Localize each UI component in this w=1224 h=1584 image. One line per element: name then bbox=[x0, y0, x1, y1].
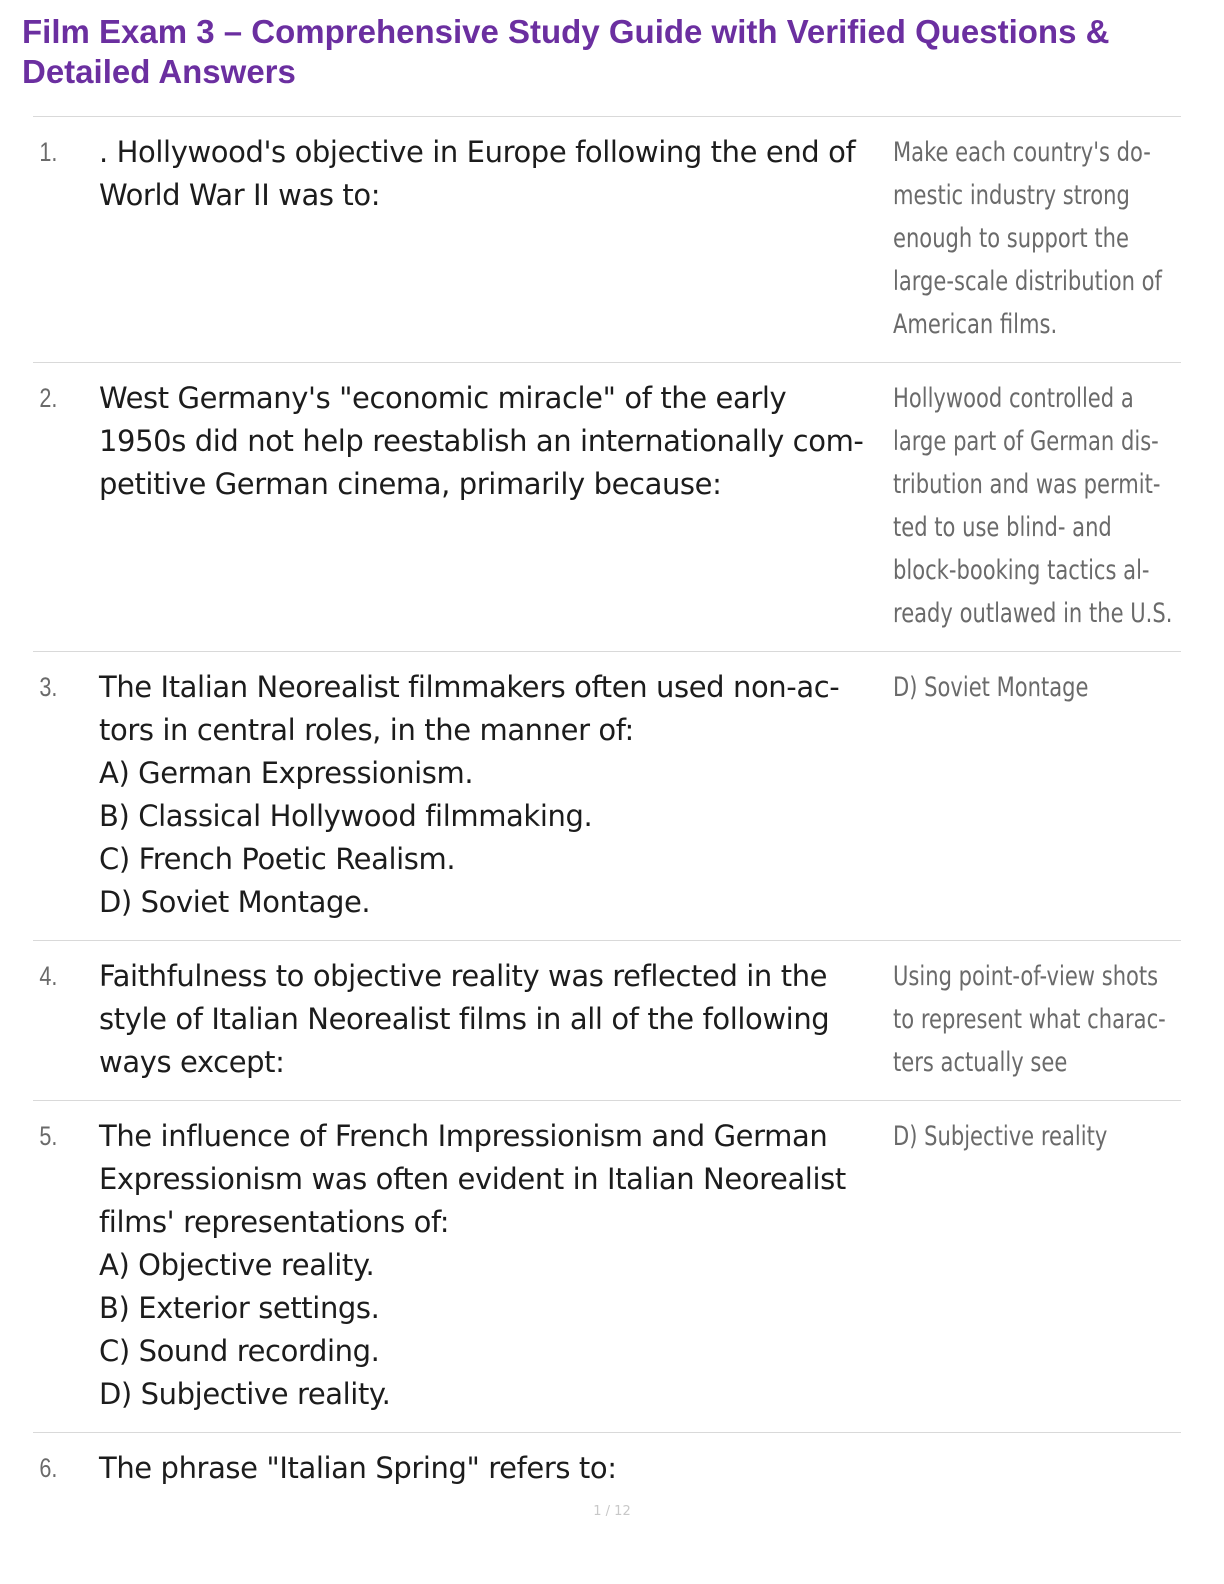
question-number: 2. bbox=[39, 383, 58, 413]
answer-line: ters actually see bbox=[893, 1047, 1068, 1078]
question-text bbox=[99, 131, 893, 217]
answer-option: C) Sound recording. bbox=[99, 1334, 380, 1368]
answer-line: tribution and was permit- bbox=[893, 469, 1161, 500]
question-text bbox=[99, 666, 893, 924]
question-item-5 bbox=[33, 1101, 1181, 1433]
question-list bbox=[33, 116, 1181, 1506]
answer-line: ted to use blind- and bbox=[893, 512, 1112, 543]
question-text bbox=[99, 377, 893, 506]
question-item-2 bbox=[33, 363, 1181, 652]
answer-option: B) Classical Hollywood filmmaking. bbox=[99, 799, 593, 833]
answer-option: C) French Poetic Realism. bbox=[99, 842, 456, 876]
question-line: ways except: bbox=[99, 1045, 285, 1079]
answer-option: A) German Expressionism. bbox=[99, 756, 474, 790]
answer-option: D) Subjective reality. bbox=[99, 1377, 391, 1411]
answer-line: Make each country's do- bbox=[893, 137, 1151, 168]
question-number: 5. bbox=[39, 1121, 58, 1151]
question-number: 4. bbox=[39, 961, 58, 991]
answer-line: large-scale distribution of bbox=[893, 266, 1162, 297]
question-line: films' representations of: bbox=[99, 1205, 450, 1239]
page-number: 1 / 12 bbox=[593, 1504, 631, 1519]
question-line: The influence of French Impressionism and German bbox=[99, 1119, 828, 1153]
question-line: style of Italian Neorealist films in all of the following bbox=[99, 1002, 830, 1036]
question-line: petitive German cinema, primarily because: bbox=[99, 467, 722, 501]
question-line: West Germany's "economic miracle" of the early bbox=[99, 381, 787, 415]
question-line: Faithfulness to objective reality was reflected in the bbox=[99, 959, 828, 993]
answer-line: D) Subjective reality bbox=[893, 1121, 1108, 1152]
answer-text bbox=[893, 131, 1224, 346]
question-line: 1950s did not help reestablish an internationally com- bbox=[99, 424, 864, 458]
answer-line: block-booking tactics al- bbox=[893, 555, 1150, 586]
answer-option: B) Exterior settings. bbox=[99, 1291, 380, 1325]
question-line: The phrase "Italian Spring" refers to: bbox=[99, 1451, 617, 1485]
question-number: 6. bbox=[39, 1453, 58, 1483]
answer-line: American films. bbox=[893, 309, 1058, 340]
answer-line: Hollywood controlled a bbox=[893, 383, 1134, 414]
question-item-3 bbox=[33, 652, 1181, 941]
answer-option: D) Soviet Montage. bbox=[99, 885, 371, 919]
question-line: . Hollywood's objective in Europe following the end of bbox=[99, 135, 856, 169]
answer-text bbox=[893, 377, 1224, 635]
question-text bbox=[99, 1115, 893, 1416]
answer-option: A) Objective reality. bbox=[99, 1248, 375, 1282]
answer-text bbox=[893, 1115, 1181, 1158]
question-text bbox=[99, 955, 893, 1084]
answer-line: D) Soviet Montage bbox=[893, 672, 1089, 703]
question-text bbox=[99, 1447, 893, 1490]
answer-line: large part of German dis- bbox=[893, 426, 1159, 457]
answer-line: enough to support the bbox=[893, 223, 1129, 254]
answer-line: to represent what charac- bbox=[893, 1004, 1166, 1035]
question-line: Expressionism was often evident in Italian Neorealist bbox=[99, 1162, 846, 1196]
answer-line: ready outlawed in the U.S. bbox=[893, 598, 1173, 629]
document-title: Film Exam 3 – Comprehensive Study Guide with Verified Questions & Detailed Answers bbox=[22, 13, 1110, 90]
question-number: 3. bbox=[39, 672, 58, 702]
answer-line: Using point-of-view shots bbox=[893, 961, 1159, 992]
question-item-6 bbox=[33, 1433, 1181, 1506]
answer-line: mestic industry strong bbox=[893, 180, 1130, 211]
question-line: tors in central roles, in the manner of: bbox=[99, 713, 634, 747]
question-item-4 bbox=[33, 941, 1181, 1101]
question-line: The Italian Neorealist filmmakers often used non-ac- bbox=[99, 670, 840, 704]
question-number: 1. bbox=[39, 137, 58, 167]
answer-text bbox=[893, 666, 1181, 709]
answer-text bbox=[893, 955, 1224, 1084]
question-item-1 bbox=[33, 117, 1181, 363]
question-line: World War II was to: bbox=[99, 178, 381, 212]
